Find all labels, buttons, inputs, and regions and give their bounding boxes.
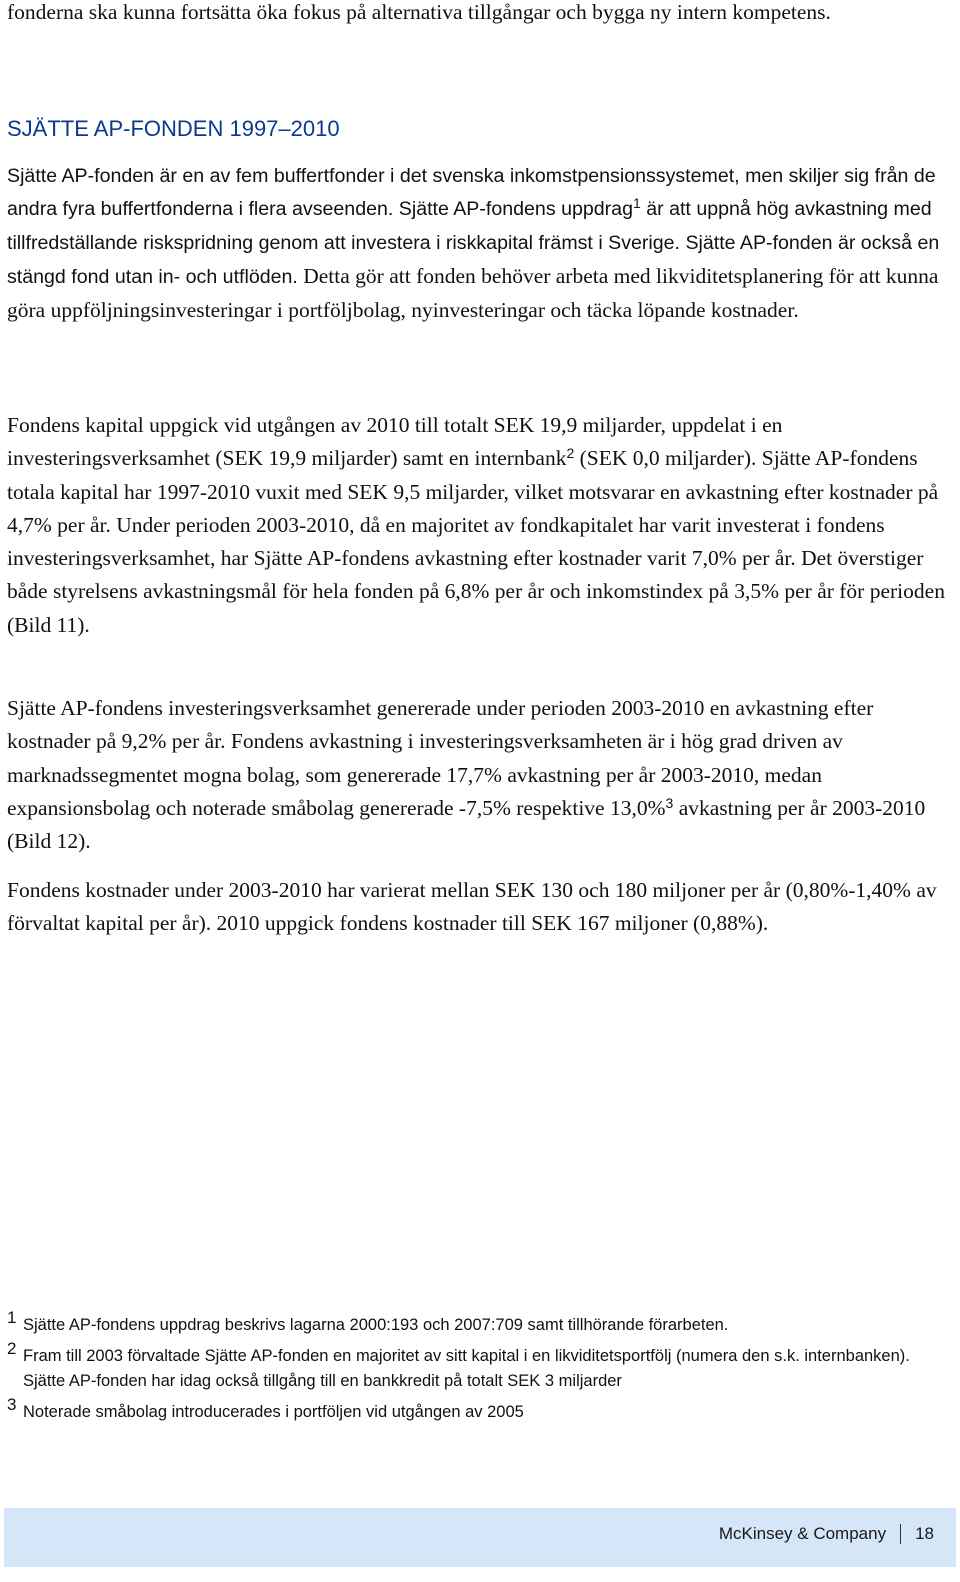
footnote-2-text: Fram till 2003 förvaltade Sjätte AP-fonden en majoritet av sitt kapital i en likviditetsportfölj (numera den s.k. internbanken). Sjätte AP-fonden har idag också tillgång till en bankkredit på totalt SEK 3 miljarder <box>23 1347 910 1390</box>
footer-label <box>719 1524 934 1544</box>
paragraph-2-part-2: (SEK 0,0 miljarder). Sjätte AP-fondens totala kapital har 1997-2010 vuxit med SEK 9,5 miljarder, vilket motsvarar en avkastning efter kostnader på 4,7% per år. Under perioden 2003-2010, då en majoritet av fondkapitalet har varit investerat i fondens investeringsverksamhet, har Sjätte AP-fondens avkastning efter kostnader varit 7,0% per år. Det överstiger både styrelsens avkastningsmål för hela fonden på 6,8% per år och inkomstindex på 3,5% per år för perioden (Bild 11). <box>7 446 945 637</box>
footnote-2-number: 2 <box>7 1339 17 1358</box>
paragraph-2 <box>7 409 952 642</box>
footnote-3-number: 3 <box>7 1395 17 1414</box>
paragraph-2-part-1: Fondens kapital uppgick vid utgången av 2010 till totalt SEK 19,9 miljarder, uppdelat i en investeringsverksamhet (SEK 19,9 miljarder) samt en internbank <box>7 413 783 471</box>
intro-text: fonderna ska kunna fortsätta öka fokus på alternativa tillgångar och bygga ny intern kompetens. <box>7 0 831 24</box>
paragraph-4 <box>7 874 952 941</box>
paragraph-3-part-1: Sjätte AP-fondens investeringsverksamhet genererade under perioden 2003-2010 en avkastning efter kostnader på 9,2% per år. Fondens avkastning i investeringsverksamheten är i hög grad driven av marknadssegmentet mogna bolag, som genererade 17,7% avkastning per år 2003-2010, medan expansionsbolag och noterade småbolag genererade -7,5% respektive 13,0% <box>7 696 874 820</box>
paragraph-1-part-3: Detta gör att fonden behöver arbeta med likviditetsplanering för att kunna göra uppföljningsinvesteringar i portföljbolag, nyinvesteringar och täcka löpande kostnader. <box>7 263 939 323</box>
paragraph-3 <box>7 692 952 858</box>
paragraph-1-part-1: Sjätte AP-fonden är en av fem buffertfonder i det svenska inkomstpensionssystemet, men skiljer sig från de andra fyra buffertfonderna i flera avseenden. Sjätte AP-fondens uppdrag <box>7 165 936 221</box>
paragraph-1 <box>7 160 952 328</box>
footnote-1-number: 1 <box>7 1308 17 1327</box>
footnote-3-text: Noterade småbolag introducerades i portföljen vid utgången av 2005 <box>23 1403 524 1421</box>
page-number: 18 <box>915 1524 934 1543</box>
footer-bar <box>4 1508 956 1567</box>
footnote-1-text: Sjätte AP-fondens uppdrag beskrivs lagarna 2000:193 och 2007:709 samt tillhörande förarbeten. <box>23 1316 729 1334</box>
footnote-ref-2: 2 <box>566 445 575 462</box>
footnote-ref-3: 3 <box>665 794 674 811</box>
paragraph-3-part-2: avkastning per år 2003-2010 (Bild 12). <box>7 795 926 854</box>
footer-company: McKinsey & Company <box>718 1524 887 1543</box>
footnote-ref-1: 1 <box>632 195 641 212</box>
section-heading: SJÄTTE AP-FONDEN 1997–2010 <box>7 116 340 141</box>
footer-divider <box>900 1524 901 1544</box>
paragraph-4-text: Fondens kostnader under 2003-2010 har varierat mellan SEK 130 och 180 miljoner per år (0,80%-1,40% av förvaltat kapital per år). 2010 uppgick fondens kostnader till SEK 167 miljoner (0,88%). <box>7 878 937 936</box>
footnotes <box>7 1308 952 1425</box>
footnote-3 <box>7 1395 952 1425</box>
paragraph-1-part-2: är att uppnå hög avkastning med tillfredställande riskspridning genom att investera i riskkapital främst i Sverige. Sjätte AP-fonden är också en stängd fond utan in- och utflöden. <box>7 198 940 288</box>
intro-paragraph <box>7 0 952 29</box>
footnote-1 <box>7 1308 952 1338</box>
footnote-2 <box>7 1339 952 1394</box>
